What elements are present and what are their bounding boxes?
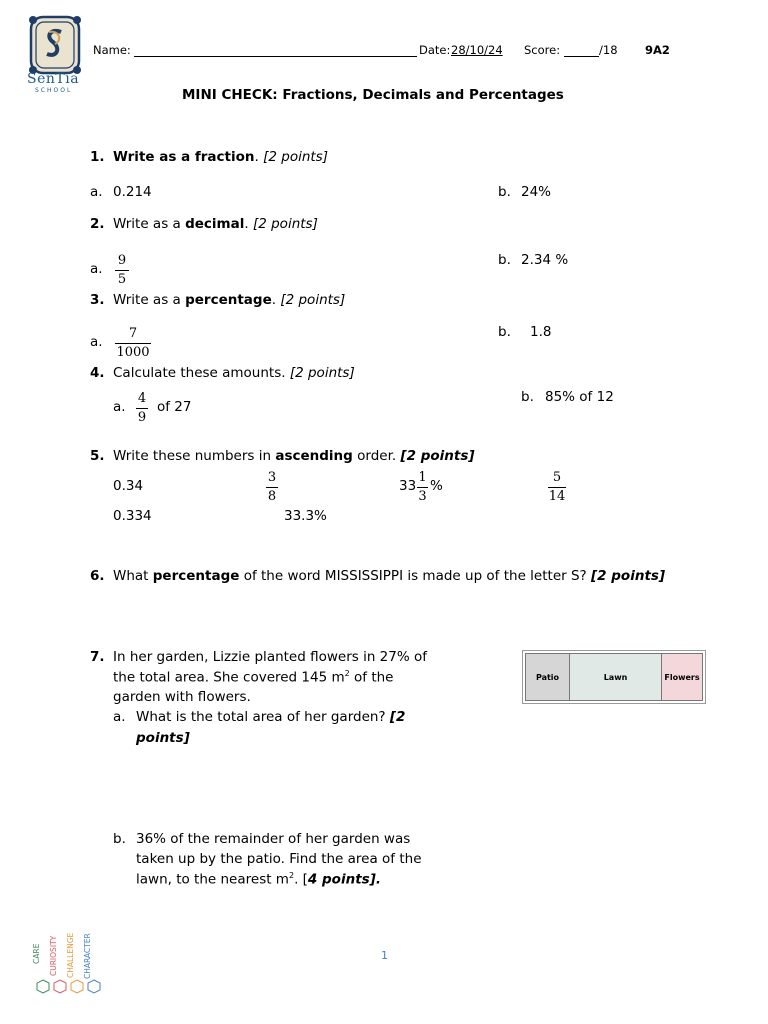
q4-a-fraction (136, 391, 148, 426)
points: [2 (389, 709, 406, 725)
q4-a-rest: of 27 (157, 399, 192, 415)
q7-b-line-3 (136, 871, 381, 888)
q1-b-label: b. (498, 184, 511, 200)
value-challenge: CHALLENGE (66, 932, 75, 978)
date-label: Date: (419, 43, 451, 57)
value-character: CHARACTER (83, 933, 92, 979)
name-label: Name: (93, 43, 131, 57)
numerator: 9 (117, 253, 127, 268)
instruction-text: Write as a (113, 216, 186, 232)
lawn-region (570, 653, 662, 701)
q7-a-text (136, 709, 405, 725)
school-name: SenTia (27, 71, 80, 87)
q1-a-label: a. (90, 184, 103, 200)
q2-a-label: a. (90, 261, 103, 277)
q5-value-5: 0.334 (113, 508, 152, 524)
instruction-text: Write as a (113, 292, 186, 308)
points: 4 points]. (307, 871, 381, 888)
q7-line-3: garden with flowers. (113, 689, 251, 705)
question-number: 1. (90, 149, 105, 165)
q5-value-1: 0.34 (113, 478, 144, 494)
instruction-text: What (113, 568, 153, 584)
q5-value-3-fraction (417, 470, 428, 505)
instruction-text: . (244, 216, 253, 232)
q5-value-6: 33.3% (284, 508, 327, 524)
q7-b-line-2: taken up by the patio. Find the area of the (136, 851, 422, 867)
points: [2 points] (263, 149, 328, 165)
denominator: 5 (117, 272, 127, 287)
name-field[interactable] (134, 56, 417, 57)
q7-a-points: points] (136, 730, 190, 746)
instruction-bold: percentage (185, 292, 272, 308)
instruction-text: Calculate these amounts. (113, 365, 290, 381)
points: [2 points] (591, 568, 666, 584)
q3-a-label: a. (90, 334, 103, 350)
instruction-text: Write these numbers in (113, 448, 276, 464)
question-6 (90, 568, 666, 584)
instruction-bold: decimal (185, 216, 245, 232)
numerator: 1 (418, 470, 427, 485)
q7-a-question: What is the total area of her garden? (136, 709, 390, 725)
lawn-label: Lawn (603, 672, 628, 682)
question-3 (90, 292, 346, 308)
values-logo (34, 926, 106, 1000)
q7-line-2-text: the total area. She covered 145 m (113, 669, 345, 686)
superscript: 2 (344, 669, 350, 678)
superscript: 2 (288, 871, 295, 880)
denominator: 3 (418, 489, 427, 504)
instruction-text: order. (352, 448, 401, 464)
question-number: 6. (90, 568, 105, 584)
points: [2 points] (252, 216, 318, 232)
question-number: 5. (90, 448, 105, 464)
instruction-text: of the word MISSISSIPPI is made up of the letter S? (239, 568, 591, 584)
school-subtitle: SCHOOL (35, 87, 73, 94)
points: [2 points] (289, 365, 355, 381)
q7-b-line-1: 36% of the remainder of her garden was (136, 831, 411, 847)
q4-b-value: 85% of 12 (545, 389, 614, 405)
points: [2 points] (280, 292, 346, 308)
value-curiosity: CURIOSITY (49, 935, 58, 976)
q1-a-value: 0.214 (113, 184, 152, 200)
denominator: 8 (267, 489, 277, 504)
value-care: CARE (32, 943, 41, 964)
q7-line-1: In her garden, Lizzie planted flowers in 27% of (113, 649, 427, 665)
school-logo (25, 14, 85, 94)
q2-b-value: 2.34 % (521, 252, 569, 268)
q7-line-2 (113, 669, 393, 686)
q4-b-label: b. (521, 389, 534, 405)
numerator: 3 (267, 470, 277, 485)
points: [2 points] (400, 448, 475, 464)
denominator: 1000 (116, 345, 150, 360)
question-2 (90, 216, 318, 232)
instruction-text: . (271, 292, 281, 308)
flowers-label: Flowers (664, 672, 700, 682)
q3-b-label: b. (498, 324, 511, 340)
score-total: /18 (599, 43, 618, 57)
q3-b-value: 1.8 (530, 324, 552, 340)
page-title: MINI CHECK: Fractions, Decimals and Percentages (182, 87, 564, 103)
instruction-bold: ascending (275, 448, 353, 464)
q7-a-label: a. (113, 709, 126, 725)
q5-value-3-whole: 33 (399, 478, 417, 494)
q1-b-value: 24% (521, 184, 552, 200)
class-label: 9A2 (645, 43, 670, 57)
q5-value-4 (548, 470, 566, 505)
q7-line-2-end: of the (349, 669, 394, 686)
school-crest-icon (25, 14, 85, 78)
question-4 (90, 365, 355, 381)
question-number: 4. (90, 365, 105, 381)
question-1 (90, 149, 328, 165)
numerator: 7 (128, 326, 138, 341)
flowers-region (662, 653, 703, 701)
denominator: 14 (548, 489, 566, 504)
date-value: 28/10/24 (451, 43, 503, 57)
instruction-text: . (254, 149, 264, 165)
values-hexagon-icon (34, 978, 106, 1000)
denominator: 9 (137, 410, 147, 425)
q3-a-fraction (115, 326, 151, 361)
question-5 (90, 448, 475, 464)
numerator: 4 (137, 391, 147, 406)
q7-b-line-3-text: lawn, to the nearest m (136, 871, 289, 888)
question-number: 7. (90, 649, 105, 665)
q5-value-3-percent: % (430, 478, 443, 494)
numerator: 5 (552, 470, 562, 485)
instruction-bold: Write as a fraction (113, 149, 255, 165)
q7-b-line-3-mid: . [ (294, 871, 308, 888)
q7-b-label: b. (113, 831, 126, 847)
score-label: Score: (524, 43, 561, 57)
q2-b-label: b. (498, 252, 511, 268)
question-number: 2. (90, 216, 105, 232)
q5-value-2 (266, 470, 278, 505)
q2-a-fraction (115, 253, 129, 288)
page-number: 1 (381, 949, 388, 962)
instruction-bold: percentage (152, 568, 240, 584)
q4-a-label: a. (113, 399, 126, 415)
score-field[interactable] (564, 56, 599, 57)
question-number: 3. (90, 292, 105, 308)
garden-diagram (522, 650, 706, 704)
patio-region (525, 653, 570, 701)
patio-label: Patio (535, 672, 560, 682)
